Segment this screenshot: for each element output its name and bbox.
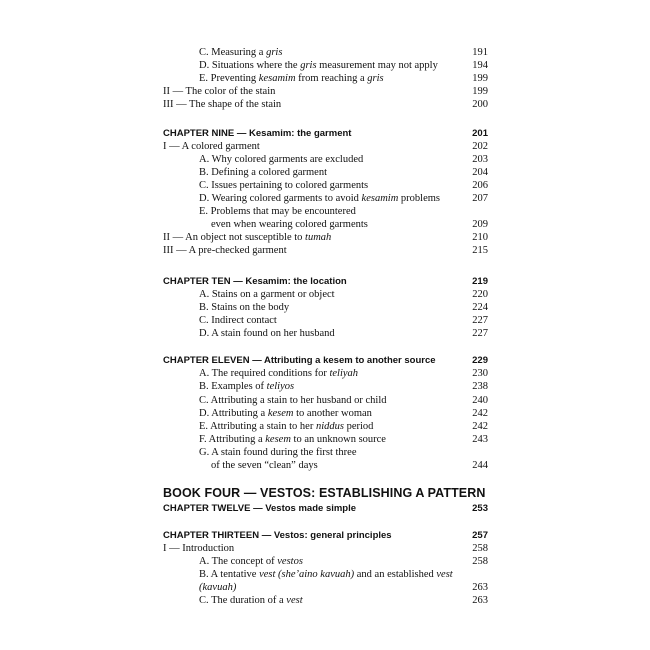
entry-title: E. Attributing a stain to her niddus period	[199, 421, 374, 432]
toc-entry	[0, 205, 650, 218]
page-number: 257	[472, 530, 488, 541]
page-number: 199	[472, 86, 488, 97]
chapter-title: CHAPTER TWELVE — Vestos made simple	[163, 503, 357, 514]
toc-entry	[0, 153, 650, 166]
entry-title: I — Introduction	[163, 543, 235, 554]
entry-title: F. Attributing a kesem to an unknown source	[199, 434, 386, 445]
page-number: 229	[472, 355, 488, 366]
chapter-title: CHAPTER ELEVEN — Attributing a kesem to another source	[163, 355, 436, 366]
chapter-title: CHAPTER THIRTEEN — Vestos: general principles	[163, 530, 392, 541]
entry-title: III — The shape of the stain	[163, 99, 282, 110]
entry-title: A. The required conditions for teliyah	[199, 368, 359, 379]
toc-entry	[0, 433, 650, 446]
page-number: 203	[472, 154, 488, 165]
page-number: 240	[472, 395, 488, 406]
chapter-heading	[0, 127, 650, 140]
page-number: 258	[472, 543, 488, 554]
entry-title: E. Preventing kesamim from reaching a gris	[199, 73, 384, 84]
toc-entry	[0, 568, 650, 581]
entry-title: B. Defining a colored garment	[199, 167, 327, 178]
entry-title: even when wearing colored garments	[211, 219, 368, 230]
toc-entry	[0, 166, 650, 179]
entry-title: C. Measuring a gris	[199, 47, 283, 58]
chapter-heading	[0, 529, 650, 542]
page-number: 242	[472, 421, 488, 432]
entry-title: D. Attributing a kesem to another woman	[199, 408, 372, 419]
page-number: 207	[472, 193, 488, 204]
toc-entry	[0, 327, 650, 340]
entry-title: G. A stain found during the first three	[199, 447, 357, 458]
page-number: 209	[472, 219, 488, 230]
toc-entry	[0, 288, 650, 301]
page-number: 242	[472, 408, 488, 419]
chapter-title: CHAPTER TEN — Kesamim: the location	[163, 276, 347, 287]
toc-entry	[0, 140, 650, 153]
toc-entry	[0, 407, 650, 420]
page-number: 210	[472, 232, 488, 243]
toc-entry	[0, 301, 650, 314]
page-number: 204	[472, 167, 488, 178]
toc-entry	[0, 218, 650, 231]
page-number: 200	[472, 99, 488, 110]
toc-entry	[0, 244, 650, 257]
page-number: 220	[472, 289, 488, 300]
page-number: 243	[472, 434, 488, 445]
entry-title: A. The concept of vestos	[199, 556, 303, 567]
entry-title: C. Issues pertaining to colored garments	[199, 180, 369, 191]
entry-title: C. Attributing a stain to her husband or child	[199, 395, 387, 406]
entry-title: of the seven “clean” days	[211, 460, 318, 471]
toc-entry	[0, 179, 650, 192]
page-number: 227	[472, 315, 488, 326]
page-number: 230	[472, 368, 488, 379]
page-number: 206	[472, 180, 488, 191]
entry-title: B. Examples of teliyos	[199, 381, 295, 392]
toc-entry	[0, 72, 650, 85]
entry-title: D. A stain found on her husband	[199, 328, 335, 339]
page-number: 263	[472, 595, 488, 606]
page-number: 253	[472, 503, 488, 514]
entry-title: E. Problems that may be encountered	[199, 206, 356, 217]
page-number: 219	[472, 276, 488, 287]
chapter-heading	[0, 354, 650, 367]
book-heading	[0, 486, 650, 501]
entry-title: D. Wearing colored garments to avoid kesamim problems	[199, 193, 440, 204]
page-number: 202	[472, 141, 488, 152]
toc-entry	[0, 59, 650, 72]
entry-title: (kavuah)	[199, 582, 237, 593]
chapter-heading	[0, 275, 650, 288]
entry-title: A. Stains on a garment or object	[199, 289, 335, 300]
page-number: 199	[472, 73, 488, 84]
entry-title: B. A tentative vest (she’aino kavuah) and an established vest	[199, 569, 453, 580]
toc-entry	[0, 98, 650, 111]
page-number: 244	[472, 460, 488, 471]
entry-title: III — A pre-checked garment	[163, 245, 287, 256]
toc-entry	[0, 459, 650, 472]
page-number: 238	[472, 381, 488, 392]
toc-entry	[0, 446, 650, 459]
page-number: 263	[472, 582, 488, 593]
toc-entry	[0, 420, 650, 433]
entry-title: C. Indirect contact	[199, 315, 277, 326]
entry-title: I — A colored garment	[163, 141, 260, 152]
page-number: 191	[472, 47, 488, 58]
book-title: BOOK FOUR — VESTOS: ESTABLISHING A PATTERN	[163, 486, 486, 500]
toc-entry	[0, 192, 650, 205]
toc-entry	[0, 555, 650, 568]
toc-entry	[0, 367, 650, 380]
page-number: 194	[472, 60, 488, 71]
entry-title: A. Why colored garments are excluded	[199, 154, 364, 165]
toc-entry	[0, 46, 650, 59]
toc-entry	[0, 231, 650, 244]
chapter-title: CHAPTER NINE — Kesamim: the garment	[163, 128, 352, 139]
entry-title: II — The color of the stain	[163, 86, 276, 97]
toc-entry	[0, 581, 650, 594]
toc-entry	[0, 380, 650, 393]
entry-title: II — An object not susceptible to tumah	[163, 232, 332, 243]
entry-title: D. Situations where the gris measurement may not apply	[199, 60, 438, 71]
toc-entry	[0, 394, 650, 407]
chapter-heading	[0, 502, 650, 515]
entry-title: B. Stains on the body	[199, 302, 290, 313]
toc-entry	[0, 85, 650, 98]
page-number: 224	[472, 302, 488, 313]
page-number: 258	[472, 556, 488, 567]
toc-entry	[0, 594, 650, 607]
page-number: 201	[472, 128, 488, 139]
entry-title: C. The duration of a vest	[199, 595, 303, 606]
page-number: 215	[472, 245, 488, 256]
toc-entry	[0, 542, 650, 555]
page-number: 227	[472, 328, 488, 339]
toc-entry	[0, 314, 650, 327]
